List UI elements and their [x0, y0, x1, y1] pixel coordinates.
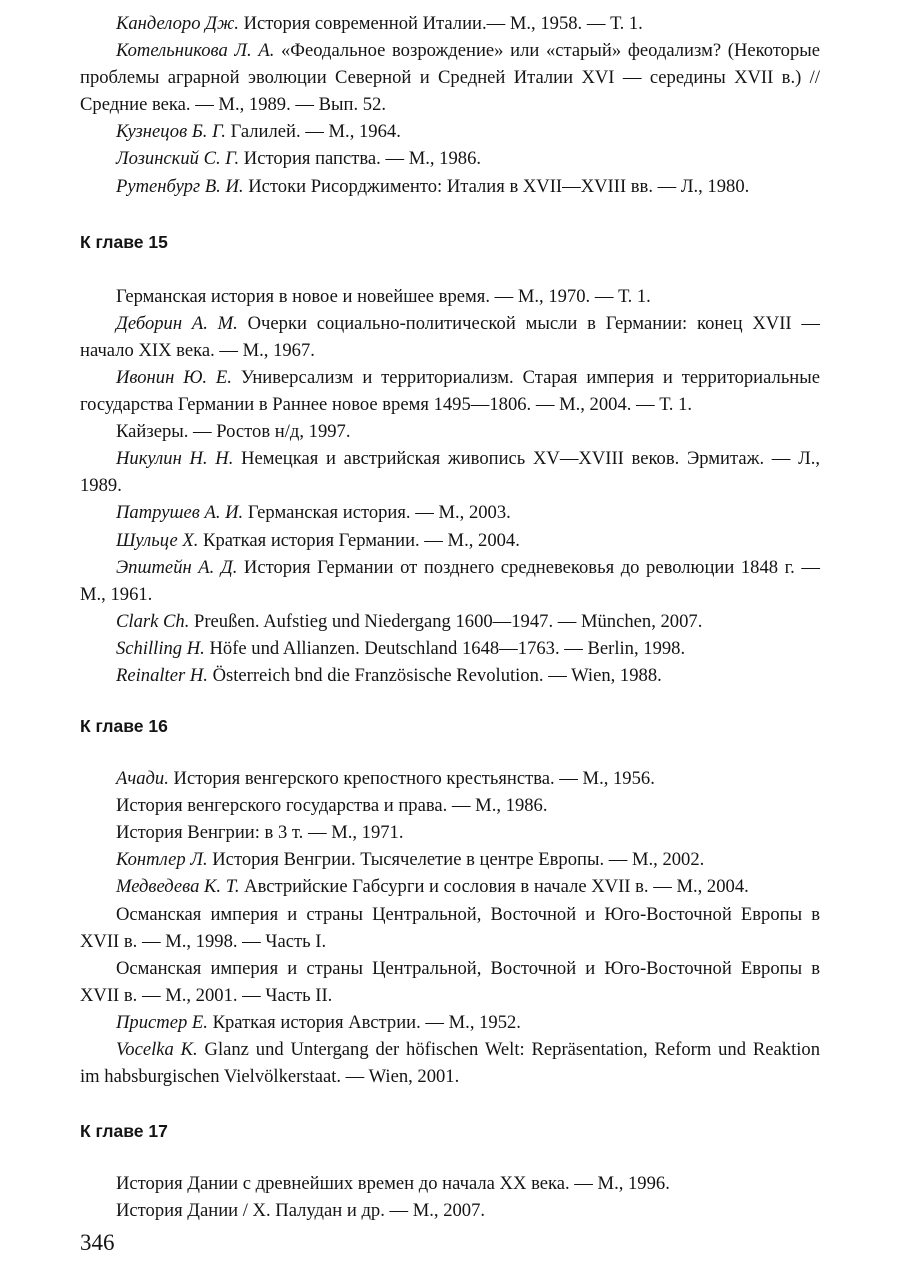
entry-author: Schilling H. [116, 637, 205, 659]
bibliography-entry [80, 118, 820, 145]
entry-author: Лозинский С. Г. [116, 148, 240, 170]
entry-text: История Венгрии. Тысячелетие в центре Европы. — М., 2002. [207, 849, 705, 871]
entry-author: Котельникова Л. А. [116, 40, 275, 62]
entry-author: Шульце X. [116, 529, 199, 551]
entry-text: Краткая история Австрии. — М., 1952. [207, 1011, 521, 1033]
entry-text: Универсализм и территориализм. Старая империя и территориальные государства Германии в Раннее новое время 1495—1806. — М., 2004. — Т. 1. [80, 366, 820, 416]
entry-text: Кайзеры. — Ростов н/д, 1997. [116, 421, 351, 443]
bibliography-column [80, 10, 820, 1224]
bibliography-entry [80, 846, 820, 873]
entry-text: Галилей. — М., 1964. [225, 121, 401, 143]
entry-author: Контлер Л. [116, 849, 208, 871]
entry-author: Эпштейн А. Д. [116, 556, 238, 578]
entry-text: Österreich bnd die Französische Revolution. — Wien, 1988. [207, 664, 662, 686]
bibliography-list-top [80, 10, 820, 200]
bibliography-entry [80, 554, 820, 608]
entry-text: Османская империя и страны Центральной, Восточной и Юго-Восточной Европы в XVII в. — М., 1998. — Часть I. [80, 903, 820, 952]
section-heading: К главе 15 [80, 231, 168, 252]
bibliography-entry [80, 10, 820, 37]
section-chapter-17 [80, 1118, 820, 1224]
entry-text: Preußen. Aufstieg und Niedergang 1600—1947. — München, 2007. [189, 610, 703, 632]
bibliography-entry [80, 364, 820, 418]
bibliography-entry [80, 283, 820, 310]
bibliography-entry [80, 310, 820, 364]
entry-author: Vocelka K. [116, 1039, 198, 1060]
entry-text: История венгерского крепостного крестьянства. — М., 1956. [168, 768, 655, 790]
bibliography-entry [80, 445, 820, 499]
bibliography-entry [80, 792, 820, 819]
entry-text: История Дании с древнейших времен до начала XX века. — М., 1996. [116, 1173, 670, 1195]
entry-text: Австрийские Габсурги и сословия в начале XVII в. — М., 2004. [239, 876, 749, 898]
bibliography-entry [80, 901, 820, 955]
bibliography-entry [80, 662, 820, 689]
entry-author: Медведева К. Т. [116, 876, 240, 898]
bibliography-entry [80, 418, 820, 445]
entry-author: Reinalter H. [116, 664, 208, 686]
entry-text: История венгерского государства и права. — М., 1986. [116, 795, 548, 817]
section-heading: К главе 17 [80, 1121, 168, 1142]
entry-text: Османская империя и страны Центральной, Восточной и Юго-Восточной Европы в XVII в. — М., 2001. — Часть II. [80, 957, 820, 1006]
entry-author: Ачади. [116, 768, 169, 790]
bibliography-entry [80, 1170, 820, 1197]
bibliography-entry [80, 1036, 820, 1090]
bibliography-entry [80, 37, 820, 118]
entry-text: История Дании / X. Палудан и др. — М., 2007. [116, 1200, 486, 1222]
entry-author: Канделоро Дж. [116, 13, 239, 34]
entry-author: Никулин Н. Н. [116, 448, 234, 470]
entry-text: Германская история в новое и новейшее время. — М., 1970. — Т. 1. [116, 285, 651, 307]
entry-text: Краткая история Германии. — М., 2004. [198, 529, 520, 551]
section-heading: К главе 16 [80, 716, 168, 737]
bibliography-entry [80, 873, 820, 900]
entry-author: Clark Ch. [116, 610, 190, 632]
entry-author: Пристер Е. [116, 1011, 208, 1033]
section-chapter-15 [80, 229, 820, 689]
bibliography-entry [80, 608, 820, 635]
bibliography-entry [80, 1197, 820, 1224]
bibliography-entry [80, 819, 820, 846]
bibliography-entry [80, 1009, 820, 1036]
page-number: 346 [80, 1230, 115, 1255]
bibliography-entry [80, 765, 820, 792]
entry-author: Патрушев А. И. [116, 502, 244, 524]
entry-text: История Германии от позднего средневековья до революции 1848 г. — М., 1961. [80, 556, 820, 605]
entry-author: Ивонин Ю. Е. [116, 366, 232, 388]
entry-author: Кузнецов Б. Г. [116, 121, 226, 143]
entry-text: «Феодальное возрождение» или «старый» феодализм? (Некоторые проблемы аграрной эволюции Северной и Средней Италии XVI — середины XVII в.) // Средние века. — М., 1989. — Вып. 52. [80, 40, 820, 116]
bibliography-entry [80, 499, 820, 526]
bibliography-entry [80, 173, 820, 200]
bibliography-entry [80, 145, 820, 172]
entry-text: История современной Италии.— М., 1958. — Т. 1. [238, 13, 643, 34]
entry-text: История Венгрии: в 3 т. — М., 1971. [116, 822, 404, 844]
entry-text: Höfe und Allianzen. Deutschland 1648—1763. — Berlin, 1998. [204, 637, 686, 659]
entry-text: История папства. — М., 1986. [239, 148, 482, 170]
entry-author: Рутенбург В. И. [116, 175, 244, 197]
bibliography-entry [80, 955, 820, 1009]
entry-author: Деборин А. М. [116, 312, 238, 334]
section-chapter-16 [80, 713, 820, 1090]
entry-text: Glanz und Untergang der höfischen Welt: Repräsentation, Reform und Reaktion im habsburgischen Vielvölkerstaat. — Wien, 2001. [80, 1039, 820, 1088]
entry-text: Истоки Рисорджименто: Италия в XVII—XVIII вв. — Л., 1980. [243, 175, 750, 197]
entry-text: Германская история. — М., 2003. [243, 502, 511, 524]
entry-text: Очерки социально-политической мысли в Германии: конец XVII — начало XIX века. — М., 1967. [80, 312, 820, 361]
entry-text: Немецкая и австрийская живопись XV—XVIII веков. Эрмитаж. — Л., 1989. [80, 448, 820, 497]
bibliography-entry [80, 635, 820, 662]
bibliography-entry [80, 527, 820, 554]
